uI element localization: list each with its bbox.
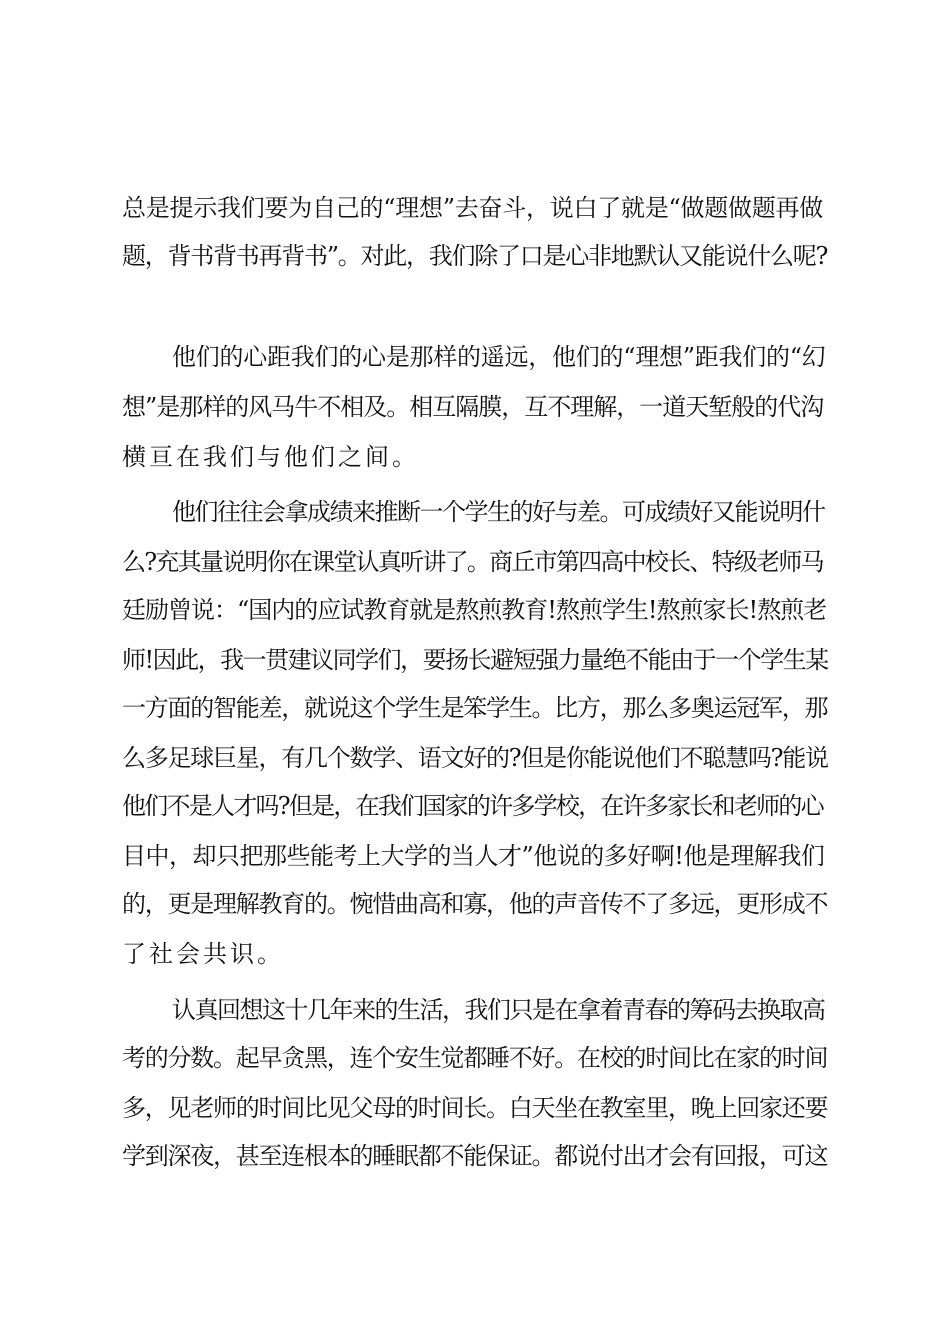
text-line: 总是提示我们要为自己的“理想”去奋斗，说白了就是“做题做题再做 bbox=[122, 194, 824, 222]
text-line: 了社会共识。 bbox=[122, 940, 284, 968]
text-line: 想”是那样的风马牛不相及。相互隔膜，互不理解，一道天堑般的代沟 bbox=[122, 393, 824, 421]
text-line: 他们的心距我们的心是那样的遥远，他们的“理想”距我们的“幻 bbox=[172, 343, 826, 371]
text-line: 目中，却只把那些能考上大学的当人才”他说的多好啊!他是理解我们 bbox=[122, 842, 825, 870]
text-line: 多，见老师的时间比见父母的时间长。白天坐在教室里，晚上回家还要 bbox=[122, 1094, 828, 1122]
text-line: 学到深夜，甚至连根本的睡眠都不能保证。都说付出才会有回报，可这 bbox=[122, 1142, 828, 1170]
text-line: 么多足球巨星，有几个数学、语文好的?但是你能说他们不聪慧吗?能说 bbox=[122, 744, 828, 772]
text-line: 的，更是理解教育的。惋惜曲高和寡，他的声音传不了多远，更形成不 bbox=[122, 890, 828, 918]
text-line: 题，背书背书再背书”。对此，我们除了口是心非地默认又能说什么呢? bbox=[122, 242, 828, 270]
text-line: 考的分数。起早贪黑，连个安生觉都睡不好。在校的时间比在家的时间 bbox=[122, 1044, 828, 1072]
text-line: 横亘在我们与他们之间。 bbox=[122, 443, 419, 471]
text-line: 他们不是人才吗?但是，在我们国家的许多学校，在许多家长和老师的心 bbox=[122, 792, 823, 820]
text-line: 一方面的智能差，就说这个学生是笨学生。比方，那么多奥运冠军，那 bbox=[122, 694, 828, 722]
text-line: 他们往往会拿成绩来推断一个学生的好与差。可成绩好又能说明什 bbox=[172, 498, 825, 526]
text-line: 么?充其量说明你在课堂认真听讲了。商丘市第四高中校长、特级老师马 bbox=[122, 548, 823, 576]
text-line: 师!因此，我一贯建议同学们，要扬长避短强力量绝不能由于一个学生某 bbox=[122, 646, 828, 674]
text-line: 廷励曾说：“国内的应试教育就是熬煎教育!熬煎学生!熬煎家长!熬煎老 bbox=[122, 596, 827, 624]
text-line: 认真回想这十几年来的生活，我们只是在拿着青春的筹码去换取高 bbox=[172, 996, 825, 1024]
